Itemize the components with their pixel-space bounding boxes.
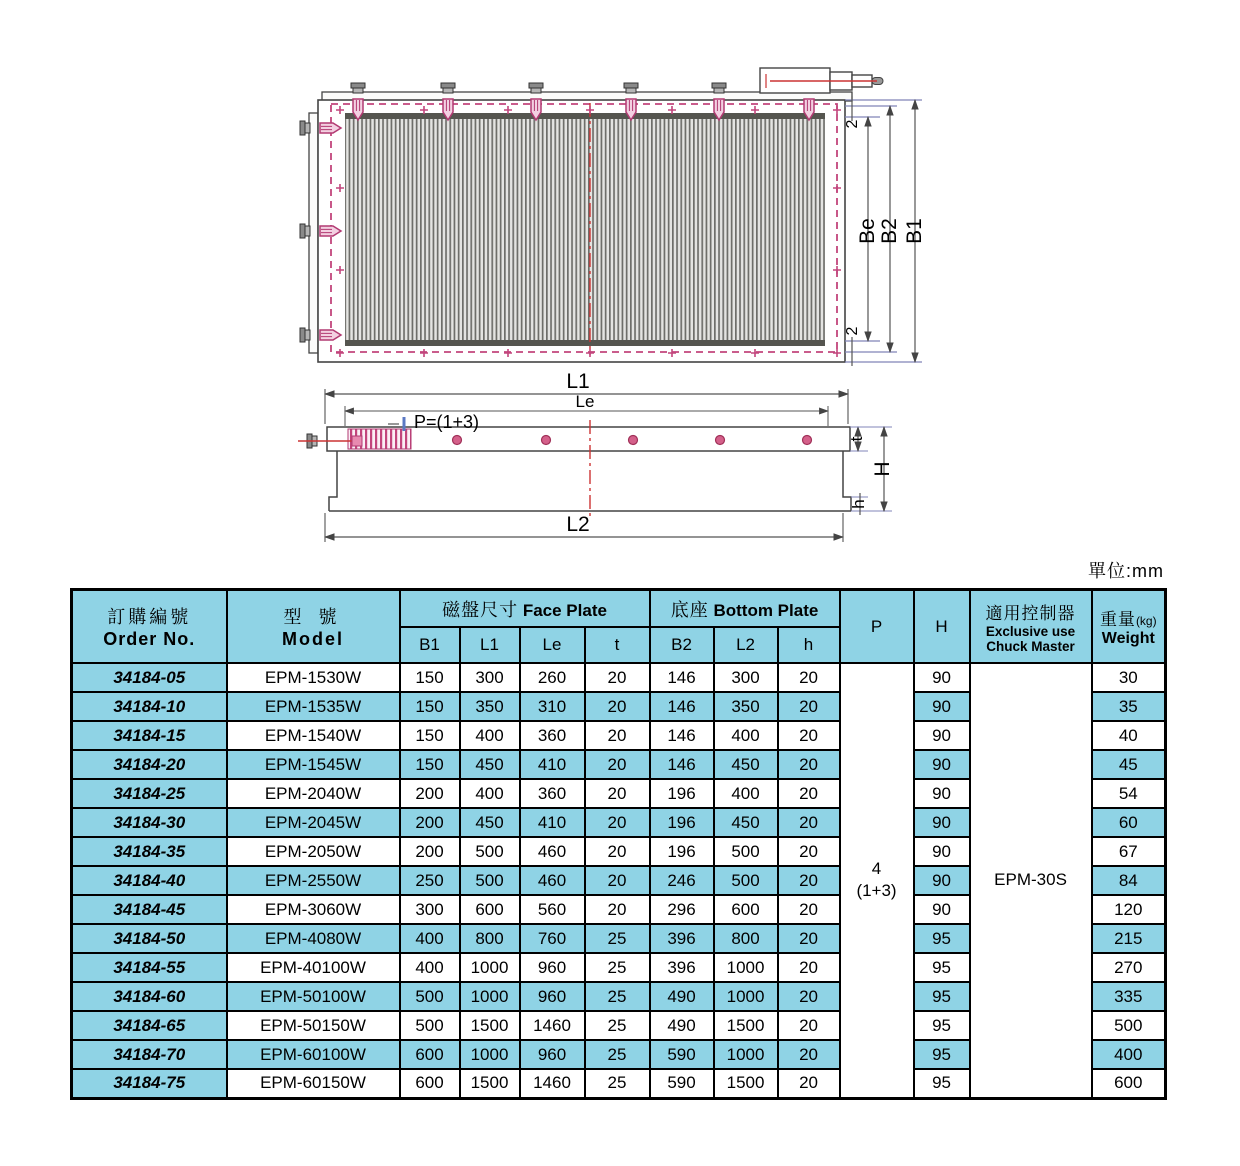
col-group-face-plate (400, 590, 650, 628)
cell-le: 1460 (520, 1011, 585, 1040)
cell-h: 20 (778, 663, 840, 692)
cell-model: EPM-1540W (227, 721, 400, 750)
col-header-model (227, 590, 400, 664)
cell-H: 90 (914, 866, 970, 895)
p-value-line1: 4 (871, 859, 882, 879)
cell-le: 460 (520, 866, 585, 895)
cell-le: 960 (520, 982, 585, 1011)
cell-order-no: 34184-20 (72, 750, 227, 779)
cell-b2: 146 (650, 692, 714, 721)
cell-b2: 490 (650, 982, 714, 1011)
cell-le: 260 (520, 663, 585, 692)
cell-order-no: 34184-60 (72, 982, 227, 1011)
pole-plate-area (345, 115, 825, 345)
col-header-b2: B2 (650, 627, 714, 663)
cell-order-no: 34184-70 (72, 1040, 227, 1069)
cell-weight: 30 (1092, 663, 1166, 692)
cell-h: 20 (778, 953, 840, 982)
cell-h: 20 (778, 837, 840, 866)
cell-l2: 1000 (714, 1040, 778, 1069)
cell-b1: 300 (400, 895, 460, 924)
cell-t: 20 (585, 750, 650, 779)
cell-b1: 250 (400, 866, 460, 895)
cell-b2: 246 (650, 866, 714, 895)
cell-weight: 67 (1092, 837, 1166, 866)
dim-label-h-base: h (849, 499, 868, 509)
cell-l1: 1500 (460, 1011, 520, 1040)
cell-H: 95 (914, 924, 970, 953)
cell-h: 20 (778, 1040, 840, 1069)
cell-h: 20 (778, 692, 840, 721)
bottom-plate-zh: 底座 (670, 599, 709, 620)
cell-l1: 400 (460, 721, 520, 750)
cell-weight: 270 (1092, 953, 1166, 982)
cell-order-no: 34184-75 (72, 1069, 227, 1098)
dim-label-b2: B2 (878, 218, 901, 244)
cell-t: 20 (585, 721, 650, 750)
model-en: Model (282, 629, 344, 649)
cell-weight: 60 (1092, 808, 1166, 837)
cell-l1: 600 (460, 895, 520, 924)
cell-b2: 146 (650, 663, 714, 692)
dim-label-t: t (847, 436, 866, 442)
cell-b2: 396 (650, 953, 714, 982)
dim-label-le: Le (575, 392, 595, 411)
cell-l1: 300 (460, 663, 520, 692)
cell-order-no: 34184-25 (72, 779, 227, 808)
cell-h: 20 (778, 1011, 840, 1040)
cell-order-no: 34184-45 (72, 895, 227, 924)
cell-le: 360 (520, 721, 585, 750)
col-header-t: t (585, 627, 650, 663)
cell-H: 95 (914, 1040, 970, 1069)
cell-t: 20 (585, 837, 650, 866)
cell-t: 20 (585, 808, 650, 837)
cell-order-no: 34184-50 (72, 924, 227, 953)
table-row (72, 663, 1166, 692)
dim-label-l1: L1 (566, 370, 590, 393)
cell-weight: 335 (1092, 982, 1166, 1011)
cell-h: 20 (778, 982, 840, 1011)
cell-b2: 146 (650, 721, 714, 750)
cell-le: 1460 (520, 1069, 585, 1098)
cell-b1: 400 (400, 953, 460, 982)
cell-order-no: 34184-65 (72, 1011, 227, 1040)
cell-le: 460 (520, 837, 585, 866)
cell-model: EPM-3060W (227, 895, 400, 924)
cell-model: EPM-2040W (227, 779, 400, 808)
cell-l2: 1000 (714, 953, 778, 982)
technical-drawing (0, 0, 1240, 575)
unit-note: 單位:mm (1088, 561, 1164, 581)
cell-H: 90 (914, 808, 970, 837)
cell-l2: 400 (714, 779, 778, 808)
cell-b2: 296 (650, 895, 714, 924)
cell-H: 90 (914, 837, 970, 866)
cell-l1: 800 (460, 924, 520, 953)
cell-order-no: 34184-40 (72, 866, 227, 895)
cell-le: 410 (520, 808, 585, 837)
cell-h: 20 (778, 1069, 840, 1098)
cell-order-no: 34184-35 (72, 837, 227, 866)
face-plate-en: Face Plate (522, 600, 607, 620)
cell-weight: 215 (1092, 924, 1166, 953)
cell-b1: 200 (400, 779, 460, 808)
cell-order-no: 34184-30 (72, 808, 227, 837)
cell-l1: 450 (460, 750, 520, 779)
cell-model: EPM-50100W (227, 982, 400, 1011)
cell-t: 20 (585, 866, 650, 895)
col-header-p: P (840, 590, 914, 664)
cell-l2: 800 (714, 924, 778, 953)
cell-H: 90 (914, 721, 970, 750)
cell-t: 20 (585, 779, 650, 808)
cell-model: EPM-4080W (227, 924, 400, 953)
cell-order-no: 34184-15 (72, 721, 227, 750)
cell-weight: 40 (1092, 721, 1166, 750)
col-header-weight (1092, 590, 1166, 664)
cell-l2: 350 (714, 692, 778, 721)
bottom-plate-en: Bottom Plate (713, 600, 819, 620)
cell-h: 20 (778, 808, 840, 837)
cell-H: 90 (914, 692, 970, 721)
cell-l1: 400 (460, 779, 520, 808)
cell-h: 20 (778, 866, 840, 895)
cell-h: 20 (778, 721, 840, 750)
cell-model: EPM-2550W (227, 866, 400, 895)
cell-H: 95 (914, 1011, 970, 1040)
cell-model: EPM-50150W (227, 1011, 400, 1040)
order-no-en: Order No. (103, 629, 196, 649)
dim-label-l2: L2 (566, 513, 590, 536)
cell-weight: 400 (1092, 1040, 1166, 1069)
col-header-h: H (914, 590, 970, 664)
face-plate-zh: 磁盤尺寸 (442, 599, 519, 620)
cell-l2: 1000 (714, 982, 778, 1011)
dim-label-b1: B1 (903, 218, 926, 244)
cell-H: 95 (914, 982, 970, 1011)
cell-t: 25 (585, 1011, 650, 1040)
cell-le: 960 (520, 1040, 585, 1069)
cell-b2: 490 (650, 1011, 714, 1040)
cell-le: 960 (520, 953, 585, 982)
cell-H: 95 (914, 1069, 970, 1098)
cell-b1: 600 (400, 1069, 460, 1098)
cell-le: 410 (520, 750, 585, 779)
cell-l1: 350 (460, 692, 520, 721)
weight-en: Weight (1101, 630, 1155, 647)
cell-b1: 150 (400, 692, 460, 721)
cell-model: EPM-2045W (227, 808, 400, 837)
cell-chuck-master-merged: EPM-30S (970, 663, 1092, 1098)
cell-l1: 450 (460, 808, 520, 837)
cell-l2: 400 (714, 721, 778, 750)
cell-b2: 590 (650, 1040, 714, 1069)
col-header-le: Le (520, 627, 585, 663)
connector-plug (760, 68, 883, 93)
cell-H: 90 (914, 779, 970, 808)
cell-model: EPM-60100W (227, 1040, 400, 1069)
cell-le: 560 (520, 895, 585, 924)
weight-zh: 重量 (1099, 610, 1136, 629)
col-header-l2: L2 (714, 627, 778, 663)
cell-l2: 500 (714, 866, 778, 895)
chuck-master-en2: Chuck Master (986, 639, 1075, 654)
cell-model: EPM-1530W (227, 663, 400, 692)
cell-H: 95 (914, 953, 970, 982)
cell-t: 20 (585, 663, 650, 692)
cell-b1: 500 (400, 1011, 460, 1040)
cell-b1: 600 (400, 1040, 460, 1069)
cell-weight: 45 (1092, 750, 1166, 779)
dim-label-edge-top: 2 (844, 119, 861, 129)
cell-t: 25 (585, 1040, 650, 1069)
cell-model: EPM-40100W (227, 953, 400, 982)
cell-l1: 500 (460, 866, 520, 895)
cell-b1: 400 (400, 924, 460, 953)
cell-l2: 500 (714, 837, 778, 866)
cell-t: 20 (585, 895, 650, 924)
cell-weight: 54 (1092, 779, 1166, 808)
dim-label-h-total: H (871, 461, 894, 477)
cell-H: 90 (914, 663, 970, 692)
cell-order-no: 34184-05 (72, 663, 227, 692)
cell-l2: 450 (714, 808, 778, 837)
cell-l1: 1000 (460, 1040, 520, 1069)
cell-weight: 600 (1092, 1069, 1166, 1098)
cell-order-no: 34184-55 (72, 953, 227, 982)
cell-b2: 196 (650, 808, 714, 837)
cell-b1: 500 (400, 982, 460, 1011)
cell-l1: 500 (460, 837, 520, 866)
cell-b1: 150 (400, 663, 460, 692)
cell-b2: 196 (650, 779, 714, 808)
cell-model: EPM-2050W (227, 837, 400, 866)
cell-t: 25 (585, 982, 650, 1011)
cell-t: 25 (585, 1069, 650, 1098)
cell-b2: 196 (650, 837, 714, 866)
side-view (298, 370, 894, 542)
cell-weight: 120 (1092, 895, 1166, 924)
cell-model: EPM-1545W (227, 750, 400, 779)
cell-h: 20 (778, 895, 840, 924)
cell-t: 25 (585, 924, 650, 953)
col-header-h-small: h (778, 627, 840, 663)
cell-H: 90 (914, 895, 970, 924)
spec-table-body (72, 663, 1166, 1098)
cell-l1: 1000 (460, 953, 520, 982)
cell-p-merged (840, 663, 914, 1098)
cell-b1: 150 (400, 721, 460, 750)
order-no-zh: 訂購編號 (107, 607, 192, 627)
dim-label-be: Be (856, 218, 879, 244)
cell-l2: 300 (714, 663, 778, 692)
cell-h: 20 (778, 924, 840, 953)
cell-b1: 150 (400, 750, 460, 779)
cell-h: 20 (778, 750, 840, 779)
cell-l2: 600 (714, 895, 778, 924)
cell-model: EPM-1535W (227, 692, 400, 721)
cell-b2: 396 (650, 924, 714, 953)
p-value-line2: (1+3) (856, 881, 897, 901)
model-zh: 型 號 (283, 607, 343, 627)
weight-kg: (kg) (1135, 614, 1157, 628)
cell-l1: 1500 (460, 1069, 520, 1098)
dim-label-edge-bottom: 2 (844, 326, 861, 336)
col-header-l1: L1 (460, 627, 520, 663)
col-header-order-no (72, 590, 227, 664)
cell-l1: 1000 (460, 982, 520, 1011)
spec-table (70, 588, 1167, 1100)
cell-weight: 84 (1092, 866, 1166, 895)
cell-b1: 200 (400, 837, 460, 866)
chuck-master-en1: Exclusive use (985, 624, 1076, 639)
dim-label-pole-pitch: P=(1+3) (414, 412, 480, 432)
cell-weight: 500 (1092, 1011, 1166, 1040)
cell-H: 90 (914, 750, 970, 779)
cell-b1: 200 (400, 808, 460, 837)
cell-b2: 146 (650, 750, 714, 779)
cell-b2: 590 (650, 1069, 714, 1098)
col-group-bottom-plate (650, 590, 840, 628)
cell-l2: 1500 (714, 1011, 778, 1040)
cell-model: EPM-60150W (227, 1069, 400, 1098)
cell-t: 20 (585, 692, 650, 721)
cell-le: 310 (520, 692, 585, 721)
cell-le: 360 (520, 779, 585, 808)
cell-order-no: 34184-10 (72, 692, 227, 721)
chuck-master-zh: 適用控制器 (985, 604, 1076, 623)
cell-le: 760 (520, 924, 585, 953)
cell-t: 25 (585, 953, 650, 982)
cell-l2: 1500 (714, 1069, 778, 1098)
top-view (300, 68, 926, 366)
col-header-b1: B1 (400, 627, 460, 663)
cell-l2: 450 (714, 750, 778, 779)
cell-weight: 35 (1092, 692, 1166, 721)
col-header-chuck-master (970, 590, 1092, 664)
cell-h: 20 (778, 779, 840, 808)
